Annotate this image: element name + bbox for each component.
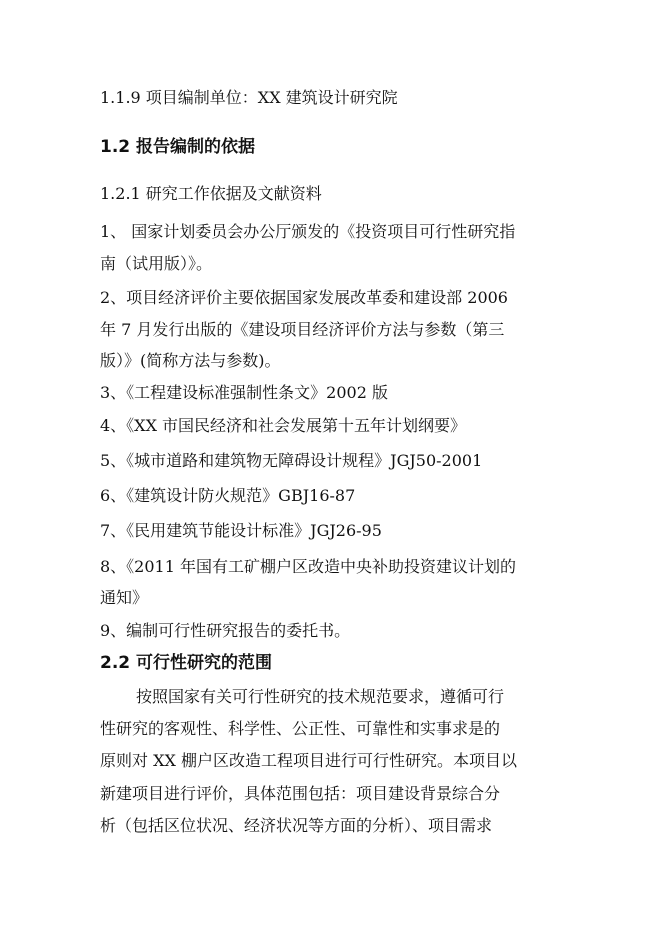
reference-2-line-3: 版）》(简称方法与参数)。 bbox=[100, 351, 281, 370]
reference-7: 7、《民用建筑节能设计标准》JGJ26-95 bbox=[100, 521, 382, 540]
reference-1-line-2: 南（试用版）》。 bbox=[100, 254, 213, 273]
paragraph-line-1: 按照国家有关可行性研究的技术规范要求，遵循可行 bbox=[136, 687, 505, 706]
reference-6: 6、《建筑设计防火规范》GBJ16-87 bbox=[100, 486, 356, 505]
reference-9: 9、编制可行性研究报告的委托书。 bbox=[100, 621, 351, 640]
heading-2-2: 2.2 可行性研究的范围 bbox=[100, 653, 273, 673]
reference-8-line-1: 8、《2011 年国有工矿棚户区改造中央补助投资建议计划的 bbox=[100, 557, 516, 576]
section-1-2-1: 1.2.1 研究工作依据及文献资料 bbox=[100, 184, 322, 203]
reference-4: 4、《XX 市国民经济和社会发展第十五年计划纲要》 bbox=[100, 416, 467, 435]
reference-2-line-2: 年 7 月发行出版的《建设项目经济评价方法与参数（第三 bbox=[100, 320, 505, 339]
reference-8-line-2: 通知》 bbox=[100, 588, 149, 607]
paragraph-line-2: 性研究的客观性、科学性、公正性、可靠性和实事求是的 bbox=[100, 719, 501, 738]
heading-1-2: 1.2 报告编制的依据 bbox=[100, 137, 256, 157]
reference-2-line-1: 2、项目经济评价主要依据国家发展改革委和建设部 2006 bbox=[100, 288, 508, 307]
paragraph-line-4: 新建项目进行评价，具体范围包括：项目建设背景综合分 bbox=[100, 784, 501, 803]
reference-5: 5、《城市道路和建筑物无障碍设计规程》JGJ50-2001 bbox=[100, 451, 483, 470]
paragraph-line-3: 原则对 XX 棚户区改造工程项目进行可行性研究。本项目以 bbox=[100, 751, 517, 770]
reference-3: 3、《工程建设标准强制性条文》2002 版 bbox=[100, 383, 388, 402]
paragraph-line-5: 析（包括区位状况、经济状况等方面的分析）、项目需求 bbox=[100, 816, 493, 835]
section-1-1-9: 1.1.9 项目编制单位：XX 建筑设计研究院 bbox=[100, 88, 398, 107]
reference-1-line-1: 1、 国家计划委员会办公厅颁发的《投资项目可行性研究指 bbox=[100, 222, 516, 241]
